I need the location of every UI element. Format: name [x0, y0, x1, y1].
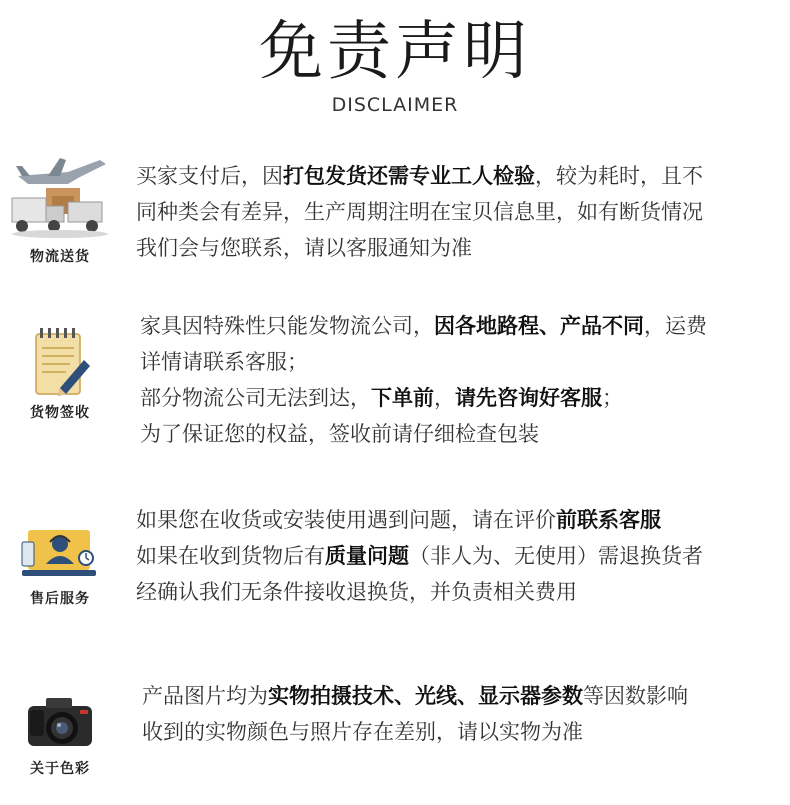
text-line: 详情请联系客服；: [140, 350, 308, 374]
text-line: 家具因特殊性只能发物流公司，因各地路程、产品不同，运费: [140, 314, 707, 338]
text-line: 收到的实物颜色与照片存在差别，请以实物为准: [142, 720, 583, 744]
section-logistics: [0, 150, 790, 280]
section-text: [142, 678, 770, 750]
text-line: 同种类会有差异，生产周期注明在宝贝信息里，如有断货情况: [136, 200, 703, 224]
camera-icon: [22, 692, 98, 756]
text-line: 如果您在收货或安装使用遇到问题，请在评价前联系客服: [136, 508, 661, 532]
section-after-sales: [0, 500, 790, 630]
logistics-icon: [8, 154, 112, 244]
text-line: 经确认我们无条件接收退换货，并负责相关费用: [136, 580, 577, 604]
page-title: 免责声明: [259, 15, 531, 89]
section-label: 售后服务: [30, 591, 90, 607]
receipt-note-icon: [20, 326, 100, 400]
text-line: 买家支付后，因打包发货还需专业工人检验，较为耗时，且不: [136, 164, 703, 188]
section-text: [136, 158, 770, 266]
section-label: 物流送货: [30, 249, 90, 265]
section-label: 货物签收: [30, 405, 90, 421]
customer-service-icon: [20, 522, 100, 586]
text-line: 产品图片均为实物拍摄技术、光线、显示器参数等因数影响: [142, 684, 688, 708]
section-text: [140, 308, 770, 452]
section-text: [136, 502, 770, 610]
text-line: 如果在收到货物后有质量问题（非人为、无使用）需退换货者: [136, 544, 703, 568]
page-subtitle: DISCLAIMER: [331, 94, 459, 116]
section-color: [0, 676, 790, 796]
text-line: 部分物流公司无法到达，下单前，请先咨询好客服；: [140, 386, 623, 410]
section-label: 关于色彩: [30, 761, 90, 777]
section-receipt: [0, 310, 790, 460]
text-line: 为了保证您的权益，签收前请仔细检查包装: [140, 422, 539, 446]
text-line: 我们会与您联系，请以客服通知为准: [136, 236, 472, 260]
